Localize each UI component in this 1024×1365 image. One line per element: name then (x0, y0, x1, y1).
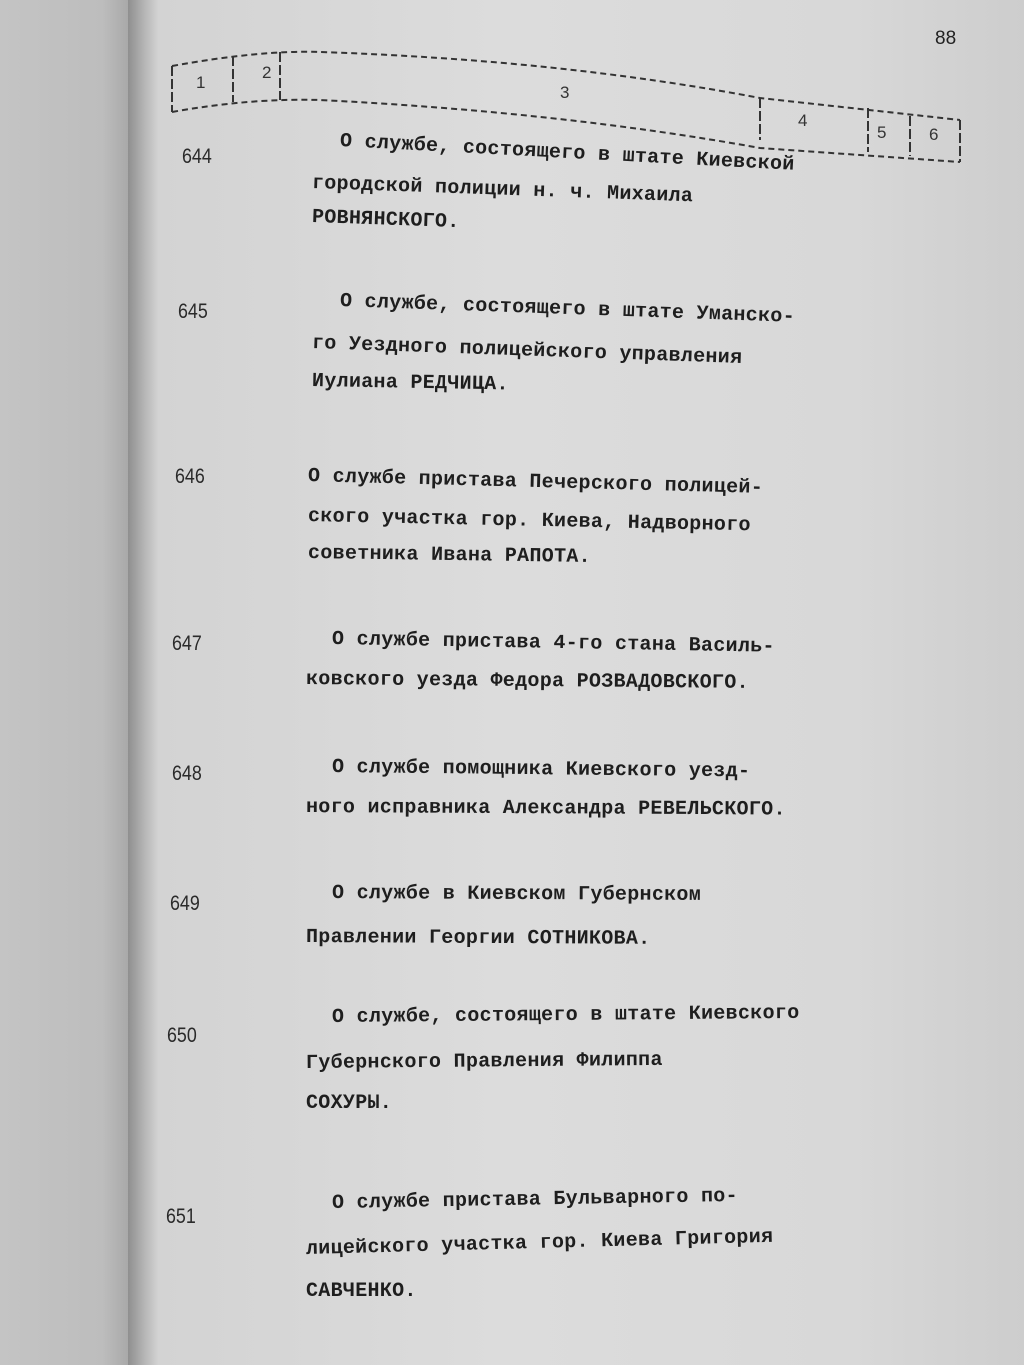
entry-text-line: ковского уезда Федора РОЗВАДОВСКОГО. (305, 668, 749, 695)
entry-text-line: О службе помощника Киевского уезд- (331, 756, 751, 784)
column-label: 5 (877, 123, 887, 142)
entry-number: 646 (175, 465, 205, 488)
entry-text-line: лицейского участка гор. Киева Григория (305, 1225, 774, 1261)
entry-text-line: ского участка гор. Киева, Надворного (307, 505, 752, 538)
entry-text-line: Правлении Георгии СОТНИКОВА. (305, 926, 651, 951)
left-page-edge (0, 0, 128, 1365)
column-label: 6 (929, 125, 939, 144)
entry-text-line: ного исправника Александра РЕВЕЛЬСКОГО. (305, 796, 786, 822)
entry-number: 644 (182, 145, 212, 168)
entry-number: 651 (166, 1205, 196, 1228)
entry-text-line: САВЧЕНКО. (306, 1280, 417, 1303)
entry-text-line: РОВНЯНСКОГО. (311, 206, 460, 235)
column-label: 4 (798, 111, 808, 130)
entry-number: 650 (167, 1024, 197, 1047)
entry-number: 645 (178, 300, 208, 323)
entry-text-line: О службе, состоящего в штате Киевского (331, 1001, 800, 1029)
entry-text-line: Губернского Правления Филиппа (305, 1048, 663, 1075)
column-label: 3 (560, 83, 570, 102)
column-label: 2 (262, 63, 272, 82)
entry-text-line: О службе пристава 4-го стана Василь- (331, 628, 776, 659)
entry-number: 647 (172, 632, 202, 655)
entry-text-line: О службе, состоящего в штате Уманско- (339, 290, 796, 329)
entry-text-line: советника Ивана РАПОТА. (307, 542, 592, 569)
entry-text-line: О службе в Киевском Губернском (331, 882, 702, 907)
entry-number: 648 (172, 762, 202, 785)
page-number: 88 (935, 28, 957, 49)
entry-text-line: Иулиана РЕДЧИЦА. (311, 370, 510, 397)
entry-text-line: О службе пристава Бульварного по- (331, 1184, 739, 1215)
book-gutter (128, 0, 158, 1365)
entry-text-line: го Уездного полицейского управления (311, 332, 743, 371)
entry-text-line: О службе, состоящего в штате Киевской (339, 130, 796, 177)
entry-number: 649 (170, 892, 200, 915)
entry-text-line: СОХУРЫ. (306, 1092, 393, 1115)
entry-text-line: О службе пристава Печерского полицей- (307, 465, 764, 500)
column-label: 1 (196, 73, 206, 92)
entry-text-line: городской полиции н. ч. Михаила (311, 172, 694, 209)
